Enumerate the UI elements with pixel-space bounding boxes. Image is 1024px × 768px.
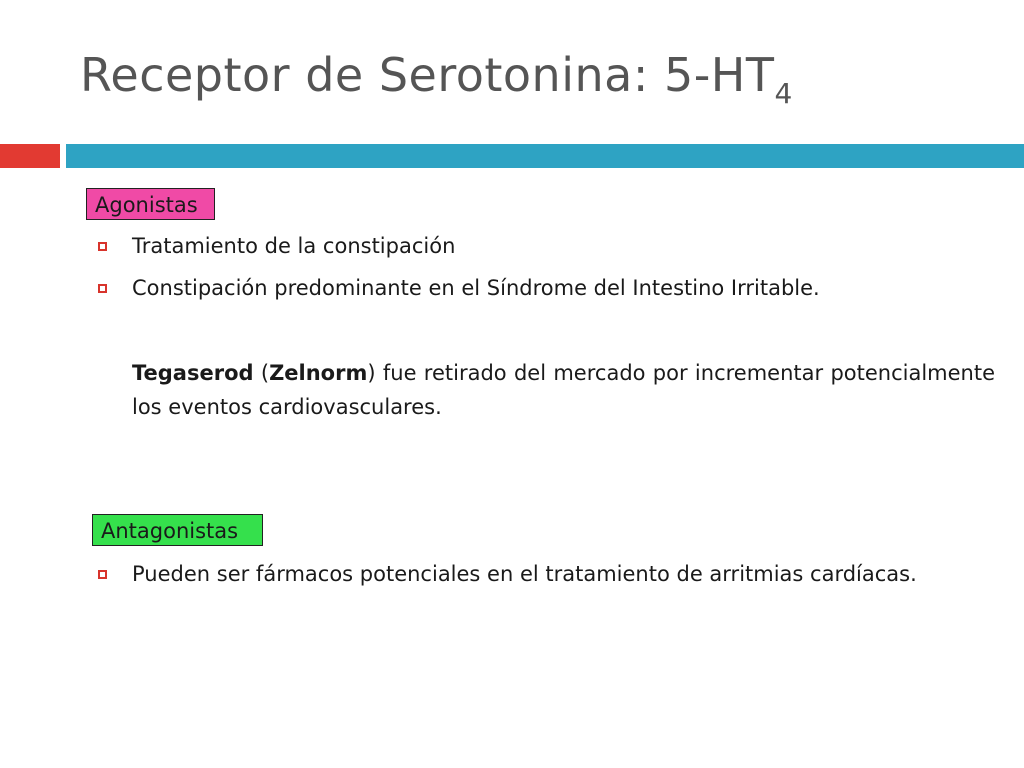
antagonists-list <box>96 558 996 590</box>
list-item <box>96 558 996 590</box>
list-item-text: Pueden ser fármacos potenciales en el tratamiento de arritmias cardíacas. <box>132 562 917 586</box>
list-item <box>96 272 996 304</box>
brand-name: Zelnorm <box>269 361 368 385</box>
antagonists-label: Antagonistas <box>92 514 263 546</box>
agonists-label: Agonistas <box>86 188 215 220</box>
title-subscript: 4 <box>774 77 793 110</box>
title-text: Receptor de Serotonina: 5-HT <box>80 48 775 102</box>
slide-title <box>80 48 793 110</box>
tegaserod-note: Tegaserod (Zelnorm) fue retirado del mercado por incrementar potencialmente los eventos cardiovasculares. <box>132 361 996 419</box>
square-bullet-icon <box>98 242 107 251</box>
agonists-list <box>96 230 996 314</box>
list-item-text: Tratamiento de la constipación <box>132 234 456 258</box>
list-item <box>96 230 996 262</box>
square-bullet-icon <box>98 570 107 579</box>
square-bullet-icon <box>98 284 107 293</box>
list-item-text: Constipación predominante en el Síndrome del Intestino Irritable. <box>132 276 820 300</box>
accent-bar-red <box>0 144 60 168</box>
drug-name: Tegaserod <box>132 361 254 385</box>
note-text: fue retirado del mercado por incrementar potencialmente los eventos cardiovasculares. <box>132 361 996 419</box>
accent-bar-blue <box>66 144 1024 168</box>
